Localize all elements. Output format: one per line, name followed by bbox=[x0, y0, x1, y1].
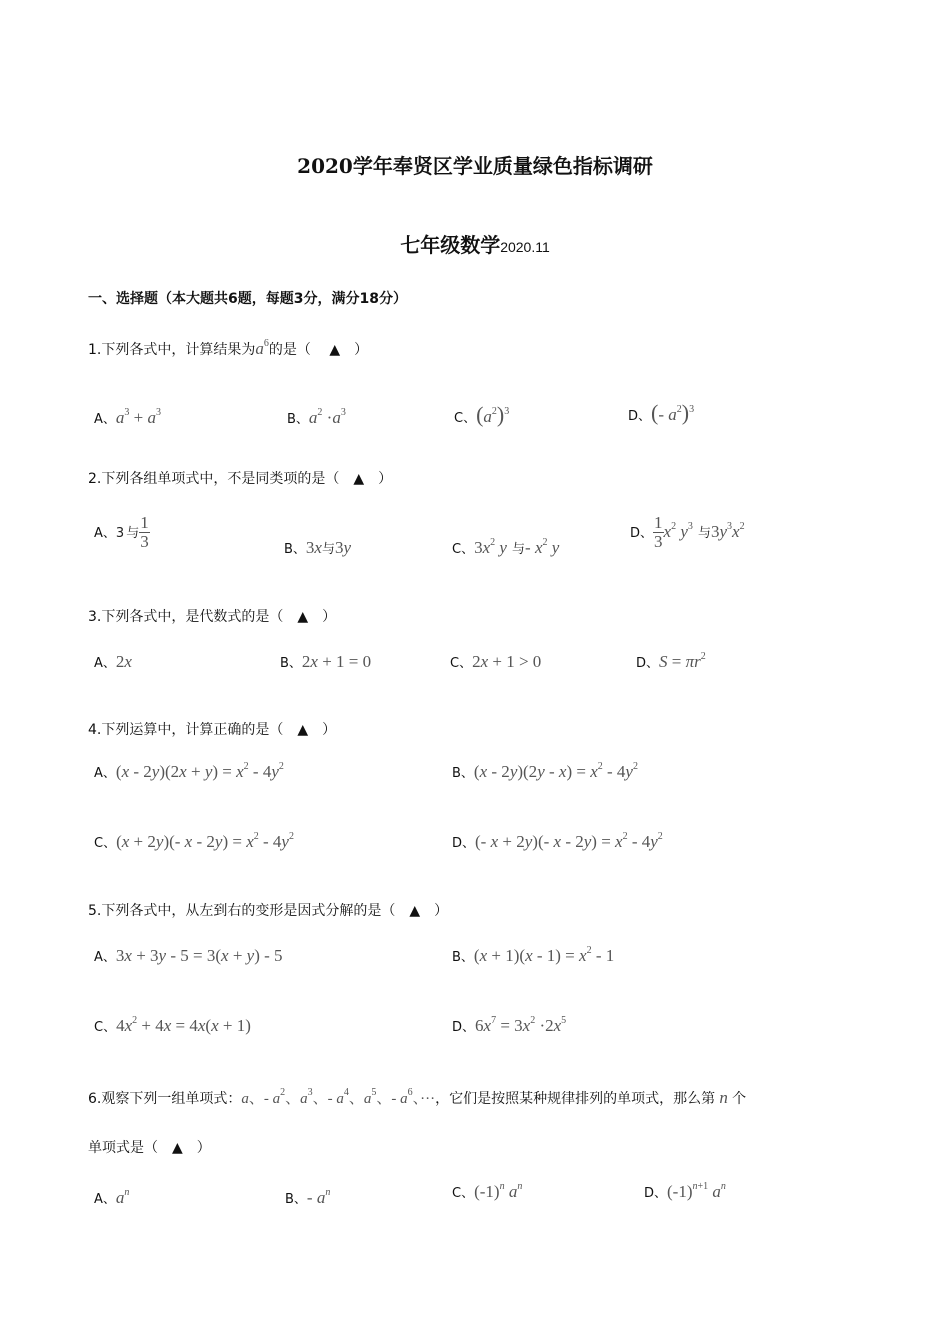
q3-option-a: A、2x bbox=[94, 652, 132, 671]
q2-stem: 2.下列各组单项式中，不是同类项的是（ bbox=[88, 471, 340, 487]
option-label: A、 bbox=[94, 412, 116, 427]
q3-stem: 3.下列各式中，是代数式的是（ bbox=[88, 609, 284, 625]
page-title: 2020学年奉贤区学业质量绿色指标调研 bbox=[297, 154, 653, 178]
q6-stem-c: 个 bbox=[732, 1091, 747, 1107]
q3-option-d: D、$S = \pi r^2$ bbox=[636, 651, 706, 671]
q6-option-d: D、$(-1)^{n+1}$ $a^n$ bbox=[644, 1181, 726, 1201]
option-label: C、 bbox=[94, 836, 117, 851]
q6-stem-line2: 单项式是（ bbox=[88, 1140, 158, 1156]
q1-option-c: C、$(a^2)^3$ bbox=[454, 402, 510, 427]
q5-option-b: B、$(x + 1)(x - 1) = x^2 - 1$ bbox=[452, 945, 615, 965]
q1-option-d: D、(- $a^2)^3$ bbox=[628, 400, 695, 425]
option-label: B、 bbox=[285, 1192, 307, 1207]
q5-option-a: A、3x + 3y - 5 = 3(x + y) - 5 bbox=[94, 946, 283, 965]
q4-stem: 4.下列运算中，计算正确的是（ bbox=[88, 722, 284, 738]
answer-placeholder-triangle: ▲ bbox=[409, 903, 421, 919]
option-label: D、 bbox=[644, 1186, 668, 1201]
answer-placeholder-triangle: ▲ bbox=[297, 609, 309, 625]
q3-option-c: C、2x + 1 > 0 bbox=[450, 652, 542, 671]
option-label: D、 bbox=[630, 526, 654, 541]
option-label: D、 bbox=[452, 836, 476, 851]
q1-close: ） bbox=[354, 342, 369, 358]
q2-option-d: D、 $\frac{1}{3}$ $x^2$ $y^3$ 与$3y^3x^2$ bbox=[630, 513, 745, 551]
question-6-stem: 6.观察下列一组单项式：a、- $a^2$、$a^3$、- $a^4$、$a^5$、- $a^6$、···，它们是按照某种规律排列的单项式，那么第 n 个 bbox=[88, 1087, 747, 1107]
q6-close: ） bbox=[196, 1140, 211, 1156]
option-label: D、 bbox=[628, 409, 652, 424]
q5-close: ） bbox=[434, 903, 449, 919]
q1-target-expr: $a^6$ bbox=[255, 338, 269, 358]
question-6-stem-line2 bbox=[88, 1138, 211, 1158]
q6-option-c: C、$(-1)^n$ $a^n$ bbox=[452, 1181, 523, 1201]
question-2-stem bbox=[88, 469, 392, 489]
answer-placeholder-triangle: ▲ bbox=[353, 471, 365, 487]
exam-date: 2020.11 bbox=[500, 239, 550, 255]
option-label: C、 bbox=[452, 1186, 475, 1201]
option-label: A、 bbox=[94, 766, 116, 781]
q3-close: ） bbox=[322, 609, 337, 625]
option-label: C、 bbox=[454, 411, 477, 426]
answer-placeholder-triangle: ▲ bbox=[172, 1140, 183, 1156]
subtitle-text: 七年级数学 bbox=[400, 233, 501, 257]
q4-close: ） bbox=[322, 722, 337, 738]
option-label: A、 bbox=[94, 656, 116, 671]
q5-stem: 5.下列各式中，从左到右的变形是因式分解的是（ bbox=[88, 903, 396, 919]
q2a-number: 3 bbox=[115, 526, 125, 541]
option-label: C、 bbox=[94, 1020, 117, 1035]
option-label: B、 bbox=[452, 766, 474, 781]
q1-option-b: B、$a^2 \cdot a^3$ bbox=[287, 407, 346, 427]
option-label: B、 bbox=[287, 412, 309, 427]
option-label: B、 bbox=[452, 950, 474, 965]
option-label: C、 bbox=[452, 542, 475, 557]
option-label: A、 bbox=[94, 950, 116, 965]
q1-option-a: A、$a^3 + a^3$ bbox=[94, 407, 161, 427]
option-label: A、 bbox=[94, 1192, 116, 1207]
q1-stem-b: 的是（ bbox=[268, 342, 311, 358]
q4-option-a: A、$(x - 2y)(2x + y) = x^2 - 4y^2$ bbox=[94, 761, 284, 781]
q1-stem-a: 1.下列各式中，计算结果为 bbox=[88, 342, 256, 358]
q6-option-b: B、- $a^n$ bbox=[285, 1187, 331, 1207]
option-label: D、 bbox=[452, 1020, 476, 1035]
q4-option-b: B、$(x - 2y)(2y - x) = x^2 - 4y^2$ bbox=[452, 761, 638, 781]
answer-placeholder-triangle: ▲ bbox=[329, 342, 341, 358]
question-5-stem bbox=[88, 901, 448, 921]
fraction-one-third: $\frac{1}{3}$ bbox=[140, 513, 149, 551]
q4-option-d: D、(- x + 2y)(- $x - 2y) = x^2 - 4y^2$ bbox=[452, 831, 663, 851]
question-1-stem bbox=[88, 339, 368, 360]
option-label: B、 bbox=[284, 542, 306, 557]
option-label: A、 bbox=[94, 526, 116, 541]
question-3-stem bbox=[88, 607, 336, 627]
q5-option-d: D、$6x^7 = 3x^2 \cdot 2x^5$ bbox=[452, 1015, 567, 1035]
section-heading: 一、选择题（本大题共6题，每题3分，满分18分） bbox=[88, 291, 407, 307]
q6-option-a: A、$a^n$ bbox=[94, 1187, 130, 1207]
q5-option-c: C、$4x^2 + 4x = 4x(x + 1)$ bbox=[94, 1015, 251, 1035]
q2-option-a bbox=[94, 514, 150, 551]
q3-option-b: B、2x + 1 = 0 bbox=[280, 652, 372, 671]
q4-option-c: C、(x + 2y)(- $x - 2y) = x^2 - 4y^2$ bbox=[94, 831, 294, 851]
q6-stem-a: 6.观察下列一组单项式： bbox=[88, 1091, 242, 1107]
option-label: B、 bbox=[280, 656, 302, 671]
answer-placeholder-triangle: ▲ bbox=[297, 722, 309, 738]
option-label: C、 bbox=[450, 656, 473, 671]
question-4-stem bbox=[88, 720, 336, 740]
option-label: D、 bbox=[636, 656, 660, 671]
page-subtitle bbox=[0, 229, 950, 258]
q2-option-c: C、$3x^2$ y 与- $x^2$ y bbox=[452, 537, 560, 557]
q2-close: ） bbox=[378, 471, 393, 487]
q2-option-b: B、3x与3y bbox=[284, 538, 352, 557]
q6-stem-b: ，它们是按照某种规律排列的单项式，那么第 bbox=[435, 1091, 716, 1107]
q2a-yu: 与 bbox=[126, 526, 140, 541]
